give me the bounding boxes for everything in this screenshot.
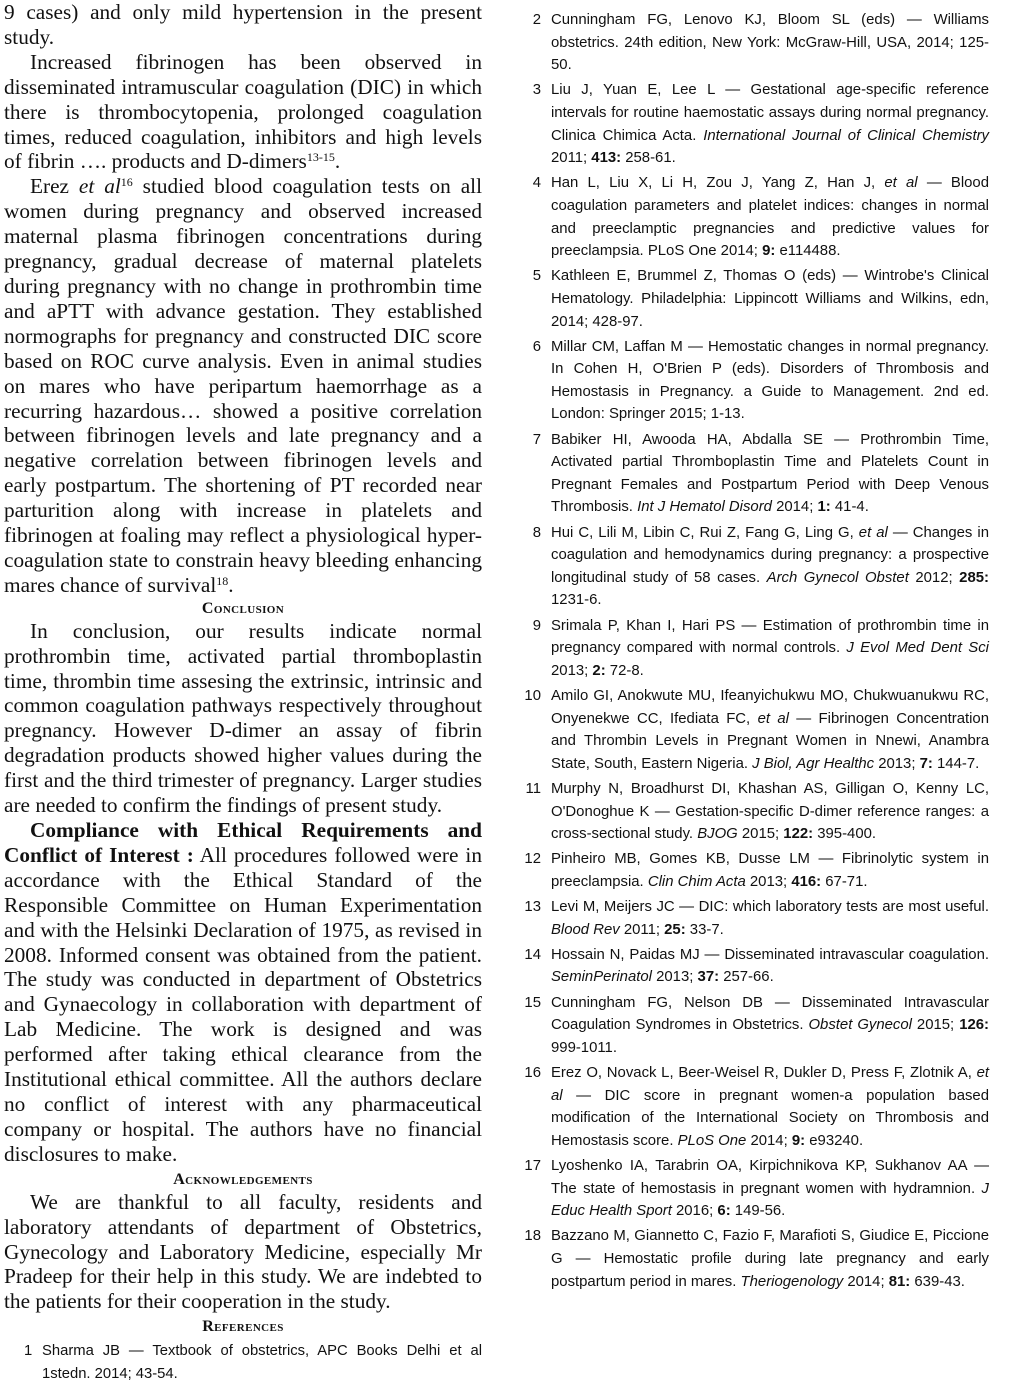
reference-text [551, 685, 989, 775]
reference-item [519, 1062, 989, 1152]
reference-authors-title: Hossain N, Paidas MJ — Disseminated intravascular coagulation. [551, 946, 989, 963]
reference-year: 2011; [619, 921, 665, 938]
reference-year: — Blood coagulation parameters and platelet indices: changes in normal and preeclamptic pregnancies and predictive values for preeclampsia. PLoS One 2014; [551, 175, 989, 260]
reference-pages: 72-8. [605, 662, 644, 679]
reference-year: 2014; [771, 499, 818, 516]
paragraph-conclusion: In conclusion, our results indicate normal prothrombin time, activated partial thromboplastin time, thrombin time assesing the extrinsic, intrinsic and common coagulation pathways respectively throughout pregnancy. However D-dimer an assay of fibrin degradation products showed higher values during the first and the third trimester of pregnancy. Larger studies are needed to confirm the findings of present study. [4, 618, 482, 818]
reference-item [519, 172, 989, 262]
reference-number: 1 [24, 1343, 33, 1360]
reference-volume: 2: [592, 662, 606, 679]
reference-year: — DIC score in pregnant women-a population based modification of the International Society on Thrombosis and Hemostasis score. [551, 1087, 989, 1149]
reference-pages: e93240. [805, 1132, 864, 1149]
reference-volume: 37: [697, 969, 720, 986]
reference-authors-title: Lyoshenko IA, Tarabrin OA, Kirpichnikova KP, Sukhanov AA — The state of hemostasis in pregnant women with hydramnion. [551, 1158, 989, 1197]
reference-year: 2015; [911, 1017, 960, 1034]
reference-journal: et al [757, 710, 789, 727]
reference-journal: Blood Rev [551, 921, 620, 938]
reference-text [551, 429, 989, 519]
reference-volume: 1: [817, 499, 831, 516]
reference-authors-title: Millar CM, Laffan M — Hemostatic changes in normal pregnancy. In Cohen H, O'Brien P (eds). Disorders of Thrombosis and Hemostasis in Pregnancy. a Guide to Management. 2nd ed. London: Springer 2015; 1-13. [551, 338, 989, 423]
reference-item [519, 522, 989, 612]
reference-authors-title: Bazzano M, Giannetto C, Fazio F, Marafioti S, Giudice E, Piccione G — Hemostatic profile during late pregnancy and early postpartum period in mares. [551, 1228, 989, 1290]
reference-number: 5 [532, 268, 541, 285]
reference-year: 2013; [874, 755, 920, 772]
reference-text [551, 1225, 989, 1293]
reference-number: 18 [524, 1228, 541, 1245]
reference-journal: Int J Hematol Disord [637, 499, 772, 516]
reference-text [551, 1062, 989, 1152]
paragraph-acknowledgements: We are thankful to all faculty, residents and laboratory attendants of department of Obstetrics, Gynecology and Laboratory Medicine, especially Mr Pradeep for their help in this study. We are indebted to the patients for their cooperation in the study. [4, 1189, 482, 1314]
reference-number: 17 [524, 1158, 541, 1174]
section-heading-references: References [202, 1318, 284, 1336]
reference-authors-title: Amilo GI, Anokwute MU, Ifeanyichukwu MO, Chukwuanukwu RC, Onyenekwe CC, Ifediata FC, [551, 687, 989, 727]
reference-item [519, 429, 989, 519]
reference-item [519, 778, 989, 846]
reference-year: 2014; [746, 1132, 792, 1149]
reference-number: 12 [524, 851, 541, 868]
reference-pages: 257-66. [719, 969, 774, 986]
reference-item [519, 9, 989, 77]
reference-number: 2 [532, 12, 541, 28]
paragraph-text: . [334, 149, 341, 174]
reference-volume: 7: [919, 755, 933, 772]
reference-text [551, 1155, 989, 1223]
reference-item [519, 615, 989, 683]
reference-item [519, 336, 989, 426]
reference-item [519, 685, 989, 775]
reference-volume: 25: [664, 921, 686, 938]
reference-list-right [519, 9, 989, 1296]
reference-journal: Obstet Gynecol [808, 1017, 912, 1034]
reference-pages: 999-1011. [551, 1039, 617, 1056]
reference-journal: Theriogenology [740, 1273, 844, 1290]
reference-volume: 9: [762, 243, 776, 260]
reference-volume: 9: [791, 1132, 806, 1149]
reference-number: 15 [524, 994, 541, 1011]
reference-pages: 149-56. [730, 1203, 786, 1220]
reference-journal: J Educ Health Sport [551, 1180, 989, 1220]
paragraph-continuation [4, 0, 482, 50]
paragraph-text: studied blood coagulation tests on all women during pregnancy and observed increased maternal plasma fibrinogen concentrations during pregnancy, gradual decrease of maternal platelets during pregnancy with no change in prothrombin time and aPTT with advance gestation. They established normographs for pregnancy and constructed DIC score based on ROC curve analysis. Even in animal studies on mares who have peripartum haemorrhage as a recurring hazardous… showed a positive correlation between fibrinogen levels and late pregnancy and a negative correlation between fibrinogen levels and early postpartum. The shortening of PT recorded near parturition along with increase in platelets and fibrinogen at foaling may reflect a physiological hyper-coagulation state to constrain heavy bleeding enhancing mares chance of survival [4, 174, 482, 597]
reference-authors-title: Cunningham FG, Nelson DB — Disseminated Intravascular Coagulation Syndromes in Obstetrics. [551, 994, 989, 1034]
reference-item [519, 1155, 989, 1223]
reference-pages: 67-71. [821, 873, 868, 890]
reference-volume: 81: [888, 1273, 911, 1290]
reference-year: — Fibrinogen Concentration and Thrombin Levels in Pregnant Women in Nnewi, Anambra State, South, Eastern Nigeria. [551, 710, 989, 772]
reference-number: 14 [524, 946, 541, 963]
reference-journal: Clin Chim Acta [647, 873, 746, 890]
reference-pages: 395-400. [813, 826, 877, 843]
section-heading-acknowledgements: Acknowledgements [173, 1170, 313, 1188]
reference-journal: International Journal of Clinical Chemistry [703, 127, 989, 144]
reference-pages: 1231-6. [551, 592, 602, 609]
paragraph-fibrinogen-dic [4, 50, 482, 175]
paragraph-erez-study [4, 174, 482, 597]
reference-authors-title: Liu J, Yuan E, Lee L — Gestational age-specific reference intervals for routine haemostatic assays during normal pregnancy. Clinica Chimica Acta. [551, 82, 989, 144]
reference-authors-title: Levi M, Meijers JC — DIC: which laboratory tests are most useful. [551, 899, 989, 916]
reference-number: 4 [532, 175, 541, 192]
reference-volume: 413: [591, 150, 622, 167]
citation-superscript: 18 [216, 573, 229, 588]
reference-number: 3 [532, 82, 541, 99]
reference-item [519, 79, 989, 169]
reference-text [551, 848, 989, 893]
citation-superscript: 16 [120, 175, 133, 190]
reference-authors-title: Kathleen E, Brummel Z, Thomas O (eds) — Wintrobe's Clinical Hematology. Philadelphia: Lippincott Williams and Wilkins, edn, 2014; 428-97. [551, 268, 989, 330]
reference-pages: 144-7. [932, 755, 980, 772]
paragraph-text: . [228, 572, 234, 597]
reference-journal: J Evol Med Dent Sci [846, 640, 989, 657]
reference-item [519, 265, 989, 333]
compliance-label: Compliance with Ethical Requirements and Conflict of Interest : [4, 818, 482, 867]
section-heading-conclusion: Conclusion [201, 599, 285, 617]
reference-year: 2011; [551, 150, 592, 167]
reference-authors-title: Murphy N, Broadhurst DI, Khashan AS, Gilligan O, Kenny LC, O'Donoghue K — Gestation-specific D-dimer reference ranges: a cross-sectional study. [551, 780, 989, 843]
reference-pages: 258-61. [621, 150, 676, 167]
reference-item [519, 1225, 989, 1293]
reference-pages: e114488. [775, 243, 841, 260]
reference-pages: 41-4. [830, 499, 869, 516]
paragraph-text-italic: et al [78, 174, 121, 199]
reference-number: 10 [524, 687, 541, 704]
reference-year: 2013; [551, 662, 593, 679]
reference-volume: 126: [959, 1017, 989, 1034]
reference-journal: et al [858, 524, 888, 541]
left-column [4, 0, 482, 1388]
reference-text [551, 992, 989, 1060]
reference-text [551, 896, 989, 941]
reference-journal: et al [884, 175, 918, 192]
reference-volume: 6: [717, 1203, 731, 1220]
reference-text [551, 615, 989, 683]
reference-text [551, 172, 989, 262]
reference-text [551, 336, 989, 426]
reference-list-left [4, 1340, 482, 1385]
paragraph-text: Increased fibrinogen has been observed in disseminated intramuscular coagulation (DIC) in which there is thrombocytopenia, prolonged coagulation times, reduced coagulation, inhibitors and high levels of fibrin …. products and D-dimers [4, 49, 482, 174]
reference-volume: 122: [783, 826, 814, 843]
reference-volume: 285: [959, 569, 989, 586]
reference-year: 2013; [745, 873, 792, 890]
reference-text [551, 9, 989, 77]
reference-journal: PLoS One [677, 1132, 747, 1149]
reference-text [551, 522, 989, 612]
reference-pages: 639-43. [910, 1273, 965, 1290]
reference-year: 2014; [843, 1273, 889, 1290]
reference-text [551, 944, 989, 989]
reference-authors-title: Han L, Liu X, Li H, Zou J, Yang Z, Han J, [551, 175, 885, 192]
reference-year: 2012; [908, 569, 960, 586]
reference-authors-title: Cunningham FG, Lenovo KJ, Bloom SL (eds) — Williams obstetrics. 24th edition, New York: McGraw-Hill, USA, 2014; 125-50. [551, 12, 989, 74]
reference-number: 16 [524, 1065, 541, 1082]
reference-journal: SeminPerinatol [551, 969, 652, 986]
reference-number: 13 [524, 899, 541, 916]
reference-year: — Changes in coagulation and hemodynamics during pregnancy: a prospective longitudinal study of 58 cases. [551, 524, 989, 586]
reference-item [519, 944, 989, 989]
reference-number: 8 [532, 524, 541, 541]
reference-item [519, 992, 989, 1060]
paragraph-text: All procedures followed were in accordance with the Ethical Standard of the Responsible Committee on Human Experimentation and with the Helsinki Declaration of 1975, as revised in 2008. Informed consent was obtained from the patient. The study was conducted in department of Obstetrics and Gynaecology in collaboration with department of Lab Medicine. The work is designed and was performed after taking ethical clearance from the Institutional ethical committee. All the authors declare no conflict of interest with any pharmaceutical company or hospital. The authors have no financial disclosures to make. [4, 842, 482, 1166]
reference-item [519, 848, 989, 893]
reference-authors-title: Pinheiro MB, Gomes KB, Dusse LM — Fibrinolytic system in preeclampsia. [551, 851, 989, 890]
reference-number: 11 [525, 780, 541, 797]
reference-text [551, 79, 989, 169]
reference-text [551, 778, 989, 846]
paragraph-text: Erez [30, 174, 79, 199]
reference-number: 6 [532, 338, 541, 355]
reference-journal: Arch Gynecol Obstet [766, 569, 909, 586]
reference-journal: et al [551, 1065, 989, 1104]
reference-journal: BJOG [697, 826, 738, 843]
reference-pages: 33-7. [685, 921, 724, 938]
reference-number: 9 [532, 617, 541, 634]
paragraph-text: 9 cases) and only mild hypertension in the present study. [4, 0, 482, 49]
citation-superscript: 13-15 [306, 150, 335, 165]
paragraph-compliance [4, 818, 482, 1167]
reference-authors-title: Babiker HI, Awooda HA, Abdalla SE — Prothrombin Time, Activated partial Thromboplastin Time and Platelets Count in Pregnant Females and Postpartum Period with Deep Venous Thrombosis. [551, 431, 989, 516]
reference-volume: 416: [791, 873, 822, 890]
reference-text [551, 265, 989, 333]
reference-item [519, 896, 989, 941]
reference-authors-title: Hui C, Lili M, Libin C, Rui Z, Fang G, Ling G, [551, 524, 859, 541]
reference-journal: J Biol, Agr Healthc [752, 755, 875, 772]
reference-authors-title: Srimala P, Khan I, Hari PS — Estimation of prothrombin time in pregnancy compared with normal controls. [551, 617, 989, 657]
reference-authors-title: Erez O, Novack L, Beer-Weisel R, Dukler D, Press F, Zlotnik A, [551, 1065, 977, 1082]
reference-number: 7 [532, 431, 541, 448]
reference-year: 2015; [737, 826, 784, 843]
reference-text: Sharma JB — Textbook of obstetrics, APC Books Delhi et al 1stedn. 2014; 43-54. [42, 1343, 482, 1382]
reference-item [4, 1340, 482, 1385]
reference-year: 2013; [651, 969, 698, 986]
reference-year: 2016; [671, 1203, 718, 1220]
